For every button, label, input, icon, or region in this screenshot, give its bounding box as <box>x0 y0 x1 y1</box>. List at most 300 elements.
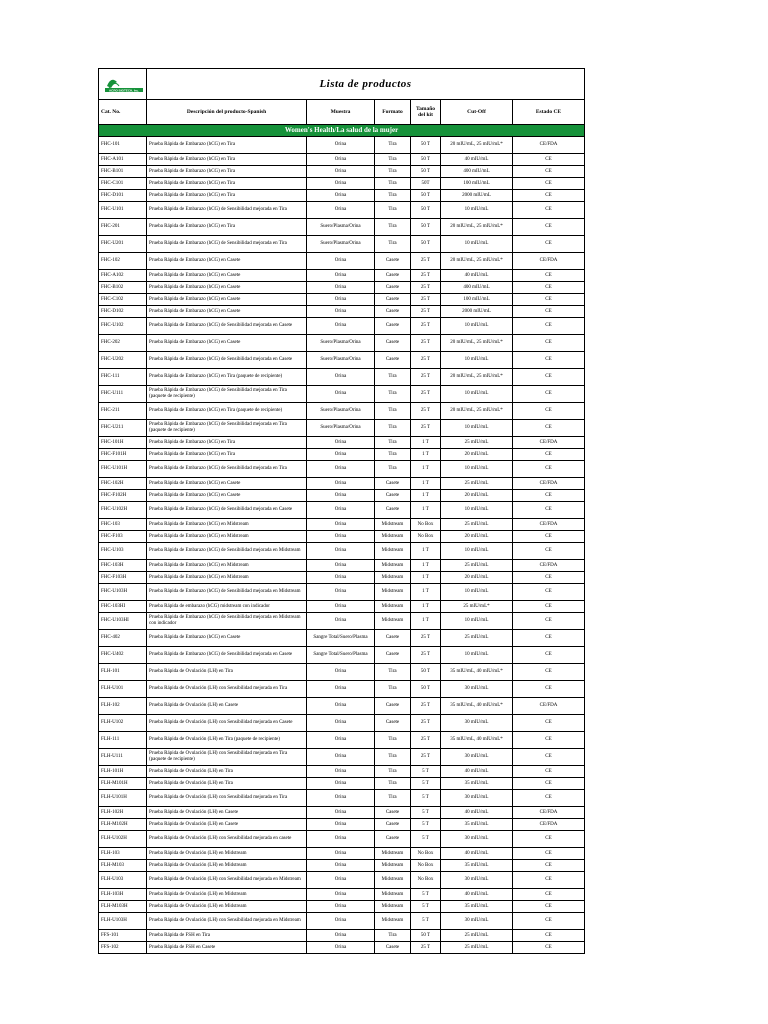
cell-kit-size: 25 T <box>411 403 441 420</box>
table-row <box>99 819 585 831</box>
cell-kit-size: 25 T <box>411 386 441 403</box>
cell-cutoff: 25 mIU/mL <box>441 478 513 490</box>
cell-kit-size: 25 T <box>411 282 441 294</box>
cell-kit-size: 1 T <box>411 437 441 449</box>
cell-kit-size: 50 T <box>411 202 441 219</box>
cell-description: Prueba Rápida de Ovulación (LH) con Sensibilidad mejorada en Casete <box>147 715 307 732</box>
cell-estado-ce: CE <box>513 420 585 437</box>
cell-description: Prueba Rápida de Embarazo (hCG) de Sensibilidad mejorada en Tira <box>147 202 307 219</box>
cell-description: Prueba Rápida de Embarazo (hCG) en Midstream <box>147 531 307 543</box>
cell-estado-ce: CE <box>513 294 585 306</box>
cell-description: Prueba Rápida de Embarazo (hCG) de Sensibilidad mejorada en Tira (paquete de recipiente) <box>147 420 307 437</box>
cell-kit-size: 25 T <box>411 306 441 318</box>
cell-description: Prueba Rápida de Ovulación (LH) en Tira <box>147 766 307 778</box>
company-logo <box>99 69 146 99</box>
table-row <box>99 942 585 954</box>
cell-estado-ce: CE <box>513 154 585 166</box>
cell-estado-ce: CE <box>513 664 585 681</box>
cell-description: Prueba Rápida de Ovulación (LH) con Sensibilidad mejorada en Midstream <box>147 872 307 889</box>
cell-cutoff: 25 mIU/mL <box>441 560 513 572</box>
cell-cat-no: FLH-M103H <box>99 901 147 913</box>
cell-cat-no: FHC-U101 <box>99 202 147 219</box>
cell-cutoff: 25 mIU/mL <box>441 630 513 647</box>
cell-estado-ce: CE <box>513 166 585 178</box>
cell-cutoff: 10 mIU/mL <box>441 202 513 219</box>
cell-description: Prueba Rápida de Ovulación (LH) con Sensibilidad mejorada en Tira <box>147 790 307 807</box>
table-row <box>99 630 585 647</box>
cell-formato: Tira <box>375 449 411 461</box>
cell-description: Prueba Rápida de Embarazo (hCG) en Tira <box>147 166 307 178</box>
cell-estado-ce: CE <box>513 178 585 190</box>
cell-kit-size: 5 T <box>411 790 441 807</box>
cell-muestra: Orina <box>307 901 375 913</box>
cell-description: Prueba Rápida de Ovulación (LH) con Sensibilidad mejorada en casete <box>147 831 307 848</box>
cell-kit-size: No Box <box>411 519 441 531</box>
cell-cutoff: 10 mIU/mL <box>441 352 513 369</box>
cell-cat-no: FHC-U211 <box>99 420 147 437</box>
cell-kit-size: No Box <box>411 860 441 872</box>
cell-estado-ce: CE <box>513 790 585 807</box>
table-row <box>99 766 585 778</box>
cell-muestra: Orina <box>307 819 375 831</box>
cell-kit-size: 1 T <box>411 613 441 630</box>
cell-estado-ce: CE <box>513 913 585 930</box>
cell-formato: Midstream <box>375 848 411 860</box>
table-row <box>99 778 585 790</box>
table-row <box>99 872 585 889</box>
cell-formato: Casete <box>375 282 411 294</box>
cell-kit-size: 25 T <box>411 270 441 282</box>
cell-cutoff: 30 mIU/mL <box>441 831 513 848</box>
cell-cat-no: FLH-111 <box>99 732 147 749</box>
cell-formato: Casete <box>375 942 411 954</box>
cell-description: Prueba Rápida de Embarazo (hCG) en Tira (paquete de recipiente) <box>147 403 307 420</box>
cell-description: Prueba Rápida de Embarazo (hCG) en Midstream <box>147 519 307 531</box>
cell-muestra: Orina <box>307 190 375 202</box>
cell-estado-ce: CE <box>513 352 585 369</box>
cell-cat-no: FHC-F103 <box>99 531 147 543</box>
cell-kit-size: 50 T <box>411 190 441 202</box>
product-table <box>98 68 585 954</box>
cell-muestra: Orina <box>307 449 375 461</box>
cell-cutoff: 20 mIU/mL, 25 mIU/mL* <box>441 253 513 270</box>
cell-estado-ce: CE <box>513 601 585 613</box>
cell-muestra: Orina <box>307 543 375 560</box>
cell-description: Prueba Rápida de Ovulación (LH) en Midstream <box>147 848 307 860</box>
cell-formato: Tira <box>375 437 411 449</box>
cell-kit-size: 50 T <box>411 236 441 253</box>
cell-muestra: Orina <box>307 831 375 848</box>
cell-kit-size: 25 T <box>411 942 441 954</box>
cell-kit-size: 50 T <box>411 137 441 154</box>
cell-description: Prueba Rápida de Embarazo (hCG) en Tira <box>147 219 307 236</box>
cell-estado-ce: CE <box>513 531 585 543</box>
cell-cat-no: FLH-U103 <box>99 872 147 889</box>
cell-description: Prueba Rápida de Embarazo (hCG) en Casete <box>147 335 307 352</box>
cell-cat-no: FLH-M103 <box>99 860 147 872</box>
cell-description: Prueba Rápida de Embarazo (hCG) en Midstream <box>147 572 307 584</box>
cell-cutoff: 30 mIU/mL <box>441 681 513 698</box>
cell-estado-ce: CE <box>513 613 585 630</box>
col-header-kit: Tamaño del kit <box>411 100 441 125</box>
table-row <box>99 461 585 478</box>
table-row <box>99 154 585 166</box>
cell-cat-no: FHC-D102 <box>99 306 147 318</box>
cell-estado-ce: CE/FDA <box>513 560 585 572</box>
acro-logo-icon <box>101 74 145 94</box>
table-row <box>99 531 585 543</box>
table-row <box>99 219 585 236</box>
cell-estado-ce: CE/FDA <box>513 437 585 449</box>
cell-estado-ce: CE <box>513 930 585 942</box>
cell-estado-ce: CE <box>513 502 585 519</box>
cell-kit-size: 25 T <box>411 318 441 335</box>
cell-formato: Casete <box>375 335 411 352</box>
cell-formato: Casete <box>375 715 411 732</box>
cell-estado-ce: CE <box>513 647 585 664</box>
cell-estado-ce: CE <box>513 860 585 872</box>
cell-cutoff: 40 mIU/mL <box>441 766 513 778</box>
cell-formato: Tira <box>375 202 411 219</box>
cell-cat-no: FLH-U101H <box>99 790 147 807</box>
logo-cell <box>99 69 147 100</box>
cell-cutoff: 20 mIU/mL, 25 mIU/mL* <box>441 219 513 236</box>
table-row <box>99 930 585 942</box>
cell-estado-ce: CE <box>513 306 585 318</box>
cell-estado-ce: CE <box>513 236 585 253</box>
cell-formato: Midstream <box>375 584 411 601</box>
cell-cat-no: FHC-U103H <box>99 584 147 601</box>
cell-cat-no: FHC-U111 <box>99 386 147 403</box>
cell-cat-no: FLH-U103H <box>99 913 147 930</box>
cell-kit-size: 1 T <box>411 502 441 519</box>
cell-kit-size: 25 T <box>411 294 441 306</box>
table-row <box>99 698 585 715</box>
cell-kit-size: 25 T <box>411 335 441 352</box>
table-row <box>99 715 585 732</box>
cell-cutoff: 10 mIU/mL <box>441 461 513 478</box>
cell-cat-no: FHC-U202 <box>99 352 147 369</box>
table-row <box>99 166 585 178</box>
cell-formato: Casete <box>375 352 411 369</box>
cell-estado-ce: CE/FDA <box>513 253 585 270</box>
cell-estado-ce: CE <box>513 630 585 647</box>
cell-muestra: Orina <box>307 930 375 942</box>
cell-estado-ce: CE <box>513 335 585 352</box>
cell-kit-size: 50T <box>411 178 441 190</box>
cell-muestra: Orina <box>307 613 375 630</box>
cell-estado-ce: CE <box>513 318 585 335</box>
cell-formato: Tira <box>375 461 411 478</box>
cell-estado-ce: CE <box>513 270 585 282</box>
cell-cutoff: 10 mIU/mL <box>441 543 513 560</box>
cell-description: Prueba Rápida de FSH en Tira <box>147 930 307 942</box>
table-row <box>99 282 585 294</box>
cell-formato: Casete <box>375 294 411 306</box>
cell-muestra: Orina <box>307 664 375 681</box>
cell-formato: Midstream <box>375 519 411 531</box>
cell-cutoff: 30 mIU/mL <box>441 790 513 807</box>
cell-cat-no: FLH-103 <box>99 848 147 860</box>
title-row <box>99 69 585 100</box>
cell-description: Prueba Rápida de Embarazo (hCG) en Midstream <box>147 560 307 572</box>
col-header-cutoff: Cut-Off <box>441 100 513 125</box>
cell-muestra: Orina <box>307 178 375 190</box>
cell-formato: Midstream <box>375 872 411 889</box>
cell-cat-no: FHC-211 <box>99 403 147 420</box>
cell-cutoff: 20 mIU/mL <box>441 449 513 461</box>
cell-cutoff: 40 mIU/mL <box>441 270 513 282</box>
cell-muestra: Sangre Total/Suero/Plasma <box>307 647 375 664</box>
cell-kit-size: 25 T <box>411 647 441 664</box>
cell-cutoff: 100 mIU/mL <box>441 294 513 306</box>
cell-muestra: Orina <box>307 502 375 519</box>
cell-cat-no: FHC-102H <box>99 478 147 490</box>
table-row <box>99 572 585 584</box>
cell-muestra: Orina <box>307 318 375 335</box>
table-row <box>99 889 585 901</box>
cell-description: Prueba Rápida de Ovulación (LH) con Sensibilidad mejorada en Midstream <box>147 913 307 930</box>
cell-description: Prueba Rápida de Ovulación (LH) en Midstream <box>147 889 307 901</box>
cell-estado-ce: CE/FDA <box>513 819 585 831</box>
cell-muestra: Orina <box>307 270 375 282</box>
cell-kit-size: 1 T <box>411 461 441 478</box>
cell-muestra: Orina <box>307 807 375 819</box>
cell-cat-no: FHC-C102 <box>99 294 147 306</box>
cell-cutoff: 40 mIU/mL <box>441 154 513 166</box>
cell-kit-size: 5 T <box>411 901 441 913</box>
cell-formato: Midstream <box>375 601 411 613</box>
cell-description: Prueba Rápida de Embarazo (hCG) en Tira <box>147 137 307 154</box>
cell-estado-ce: CE/FDA <box>513 137 585 154</box>
table-row <box>99 270 585 282</box>
cell-estado-ce: CE <box>513 403 585 420</box>
cell-cutoff: 400 mIU/mL <box>441 166 513 178</box>
cell-formato: Casete <box>375 253 411 270</box>
col-header-cat: Cat. No. <box>99 100 147 125</box>
table-row <box>99 437 585 449</box>
cell-kit-size: 1 T <box>411 478 441 490</box>
cell-description: Prueba Rápida de Embarazo (hCG) en Tira <box>147 178 307 190</box>
cell-description: Prueba Rápida de Embarazo (hCG) en Tira <box>147 449 307 461</box>
table-row <box>99 202 585 219</box>
cell-cat-no: FLH-U102H <box>99 831 147 848</box>
cell-muestra: Orina <box>307 732 375 749</box>
cell-formato: Casete <box>375 630 411 647</box>
cell-kit-size: 1 T <box>411 572 441 584</box>
cell-cat-no: FHC-B102 <box>99 282 147 294</box>
cell-estado-ce: CE <box>513 490 585 502</box>
cell-formato: Midstream <box>375 913 411 930</box>
cell-cutoff: 25 mIU/mL <box>441 519 513 531</box>
cell-cutoff: 10 mIU/mL <box>441 647 513 664</box>
cell-cutoff: 20 mIU/mL <box>441 490 513 502</box>
cell-estado-ce: CE <box>513 942 585 954</box>
cell-cat-no: FLH-101 <box>99 664 147 681</box>
cell-muestra: Orina <box>307 519 375 531</box>
col-header-muestra: Muestra <box>307 100 375 125</box>
cell-formato: Midstream <box>375 889 411 901</box>
cell-cutoff: 10 mIU/mL <box>441 318 513 335</box>
cell-kit-size: 5 T <box>411 889 441 901</box>
col-header-formato: Formato <box>375 100 411 125</box>
cell-cutoff: 2000 mIU/mL <box>441 306 513 318</box>
section-row <box>99 125 585 137</box>
table-row <box>99 831 585 848</box>
cell-formato: Tira <box>375 236 411 253</box>
cell-cutoff: 40 mIU/mL <box>441 807 513 819</box>
cell-muestra: Suero/Plasma/Orina <box>307 219 375 236</box>
cell-description: Prueba Rápida de Embarazo (hCG) de Sensibilidad mejorada en Casete <box>147 502 307 519</box>
cell-description: Prueba Rápida de Ovulación (LH) en Midstream <box>147 860 307 872</box>
cell-formato: Tira <box>375 749 411 766</box>
cell-cat-no: FLH-103H <box>99 889 147 901</box>
table-row <box>99 178 585 190</box>
cell-description: Prueba Rápida de embarazo (hCG) midstream con indicador <box>147 601 307 613</box>
cell-muestra: Orina <box>307 166 375 178</box>
cell-cutoff: 10 mIU/mL <box>441 584 513 601</box>
cell-cat-no: FHC-A101 <box>99 154 147 166</box>
cell-formato: Tira <box>375 664 411 681</box>
cell-cutoff: 10 mIU/mL <box>441 502 513 519</box>
cell-formato: Tira <box>375 369 411 386</box>
cell-cat-no: FHC-F101H <box>99 449 147 461</box>
cell-estado-ce: CE <box>513 732 585 749</box>
cell-description: Prueba Rápida de Embarazo (hCG) en Casete <box>147 490 307 502</box>
cell-muestra: Suero/Plasma/Orina <box>307 236 375 253</box>
cell-kit-size: 5 T <box>411 831 441 848</box>
cell-cat-no: FHC-202 <box>99 335 147 352</box>
cell-description: Prueba Rápida de Ovulación (LH) en Casete <box>147 819 307 831</box>
cell-muestra: Orina <box>307 848 375 860</box>
cell-muestra: Orina <box>307 601 375 613</box>
cell-muestra: Orina <box>307 478 375 490</box>
table-row <box>99 478 585 490</box>
cell-cutoff: 35 mIU/mL, 40 mIU/mL* <box>441 664 513 681</box>
page-title: Lista de productos <box>147 69 585 100</box>
cell-estado-ce: CE <box>513 369 585 386</box>
cell-kit-size: 50 T <box>411 219 441 236</box>
cell-formato: Tira <box>375 219 411 236</box>
product-list-sheet <box>98 68 584 954</box>
cell-kit-size: 5 T <box>411 778 441 790</box>
cell-cat-no: FHC-201 <box>99 219 147 236</box>
cell-estado-ce: CE/FDA <box>513 698 585 715</box>
cell-kit-size: 50 T <box>411 664 441 681</box>
cell-estado-ce: CE <box>513 584 585 601</box>
cell-cat-no: FHC-101 <box>99 137 147 154</box>
table-row <box>99 335 585 352</box>
cell-description: Prueba Rápida de Ovulación (LH) en Casete <box>147 807 307 819</box>
table-row <box>99 681 585 698</box>
cell-description: Prueba Rápida de Embarazo (hCG) en Casete <box>147 630 307 647</box>
cell-estado-ce: CE <box>513 872 585 889</box>
table-row <box>99 613 585 630</box>
cell-description: Prueba Rápida de Embarazo (hCG) de Sensibilidad mejorada en Tira <box>147 236 307 253</box>
table-row <box>99 584 585 601</box>
table-row <box>99 502 585 519</box>
cell-muestra: Orina <box>307 942 375 954</box>
cell-kit-size: 1 T <box>411 490 441 502</box>
cell-cutoff: 20 mIU/mL, 25 mIU/mL* <box>441 403 513 420</box>
cell-estado-ce: CE <box>513 461 585 478</box>
cell-formato: Tira <box>375 190 411 202</box>
cell-cutoff: 35 mIU/mL, 40 mIU/mL* <box>441 732 513 749</box>
cell-kit-size: 25 T <box>411 715 441 732</box>
cell-cutoff: 20 mIU/mL, 25 mIU/mL* <box>441 335 513 352</box>
cell-cutoff: 30 mIU/mL <box>441 749 513 766</box>
cell-description: Prueba Rápida de Embarazo (hCG) en Casete <box>147 270 307 282</box>
cell-description: Prueba Rápida de Embarazo (hCG) en Casete <box>147 478 307 490</box>
table-row <box>99 749 585 766</box>
cell-estado-ce: CE/FDA <box>513 478 585 490</box>
cell-description: Prueba Rápida de Ovulación (LH) en Tira <box>147 778 307 790</box>
cell-formato: Tira <box>375 386 411 403</box>
cell-muestra: Orina <box>307 369 375 386</box>
cell-muestra: Orina <box>307 913 375 930</box>
cell-kit-size: 25 T <box>411 352 441 369</box>
cell-muestra: Orina <box>307 715 375 732</box>
cell-formato: Tira <box>375 930 411 942</box>
cell-muestra: Orina <box>307 531 375 543</box>
cell-formato: Tira <box>375 403 411 420</box>
cell-kit-size: 5 T <box>411 766 441 778</box>
cell-muestra: Orina <box>307 749 375 766</box>
cell-cat-no: FHC-U402 <box>99 647 147 664</box>
cell-formato: Tira <box>375 790 411 807</box>
cell-formato: Tira <box>375 137 411 154</box>
cell-muestra: Sangre Total/Suero/Plasma <box>307 630 375 647</box>
cell-estado-ce: CE <box>513 202 585 219</box>
cell-muestra: Orina <box>307 282 375 294</box>
cell-estado-ce: CE/FDA <box>513 519 585 531</box>
cell-formato: Casete <box>375 819 411 831</box>
table-row <box>99 519 585 531</box>
cell-formato: Midstream <box>375 531 411 543</box>
cell-muestra: Orina <box>307 154 375 166</box>
cell-estado-ce: CE <box>513 749 585 766</box>
cell-formato: Tira <box>375 766 411 778</box>
cell-description: Prueba Rápida de Embarazo (hCG) de Sensibilidad mejorada en Tira (paquete de recipiente) <box>147 386 307 403</box>
table-row <box>99 732 585 749</box>
cell-cutoff: 40 mIU/mL <box>441 889 513 901</box>
cell-cat-no: FHC-C101 <box>99 178 147 190</box>
cell-description: Prueba Rápida de Embarazo (hCG) de Sensibilidad mejorada en Midstream con indicador <box>147 613 307 630</box>
cell-kit-size: 25 T <box>411 732 441 749</box>
col-header-estado: Estado CE <box>513 100 585 125</box>
cell-kit-size: 1 T <box>411 449 441 461</box>
cell-description: Prueba Rápida de Embarazo (hCG) en Casete <box>147 306 307 318</box>
cell-muestra: Orina <box>307 872 375 889</box>
cell-formato: Tira <box>375 166 411 178</box>
cell-kit-size: 50 T <box>411 930 441 942</box>
cell-cutoff: 20 mIU/mL <box>441 531 513 543</box>
cell-cat-no: FLH-U101 <box>99 681 147 698</box>
cell-formato: Casete <box>375 807 411 819</box>
cell-kit-size: No Box <box>411 531 441 543</box>
cell-kit-size: 50 T <box>411 154 441 166</box>
cell-formato: Casete <box>375 270 411 282</box>
cell-muestra: Orina <box>307 584 375 601</box>
cell-description: Prueba Rápida de Embarazo (hCG) en Tira (paquete de recipiente) <box>147 369 307 386</box>
table-row <box>99 318 585 335</box>
cell-formato: Tira <box>375 178 411 190</box>
cell-kit-size: 5 T <box>411 819 441 831</box>
cell-muestra: Orina <box>307 437 375 449</box>
cell-description: Prueba Rápida de Embarazo (hCG) de Sensibilidad mejorada en Tira <box>147 461 307 478</box>
section-title: Women's Health/La salud de la mujer <box>99 125 585 137</box>
cell-cutoff: 40 mIU/mL <box>441 848 513 860</box>
